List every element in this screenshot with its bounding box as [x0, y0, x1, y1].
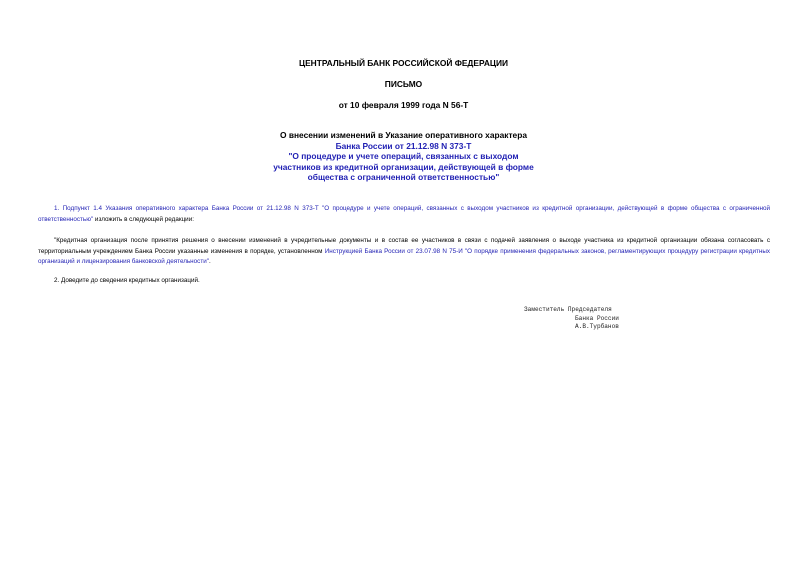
paragraph-3-text: 2. Доведите до сведения кредитных организаций.: [54, 277, 200, 284]
signature-organization: Банка России: [575, 314, 619, 322]
title-link-line-4[interactable]: участников из кредитной организации, действующей в форме: [273, 161, 534, 172]
paragraph-1-link[interactable]: 1. Подпункт 1.4 Указания оперативного характера Банка России от 21.12.98 N 373-Т "О процедуре и учете операций, связанных с выходом участников из кредитной организации, действующей в форме общества с ограниченной ответственностью": [38, 205, 770, 223]
title-link-line-3[interactable]: "О процедуре и учете операций, связанных с выходом: [288, 151, 519, 162]
document-type: ПИСЬМО: [384, 79, 423, 89]
signature-position: Заместитель Председателя: [524, 306, 612, 313]
title-line-1: О внесении изменений в Указание оперативного характера: [280, 130, 527, 140]
paragraph-3: [38, 276, 770, 287]
title-link-line-5[interactable]: общества с ограниченной ответственностью": [307, 172, 500, 183]
paragraph-2-end: .: [208, 258, 211, 265]
document-title: [0, 130, 807, 183]
signature-block: [524, 306, 619, 332]
paragraph-2: [38, 236, 770, 268]
paragraph-1: [38, 204, 770, 225]
paragraph-2-link[interactable]: Инструкцией Банка России от 23.07.98 N 75-И "О порядке применения федеральных законов, регламентирующих процедуру регистрации кредитных организаций и лицензирования банковской деятельности": [38, 247, 771, 265]
paragraph-1-text: изложить в следующей редакции:: [93, 215, 194, 223]
document-date: от 10 февраля 1999 года N 56-Т: [338, 100, 469, 110]
paragraph-2-text: "Кредитная организация после принятия решения о внесении изменений в учредительные документы и в состав ее участников в связи с подачей заявления о выходе участника из кредитной организации обязана согласовать с территориальным учреждением Банка России указанные изменения в порядке, установленном: [38, 237, 770, 255]
title-link-line-2[interactable]: Банка России от 21.12.98 N 373-Т: [335, 140, 472, 151]
issuing-organization: ЦЕНТРАЛЬНЫЙ БАНК РОССИЙСКОЙ ФЕДЕРАЦИИ: [298, 58, 509, 68]
signature-name: А.В.Турбанов: [575, 323, 619, 331]
